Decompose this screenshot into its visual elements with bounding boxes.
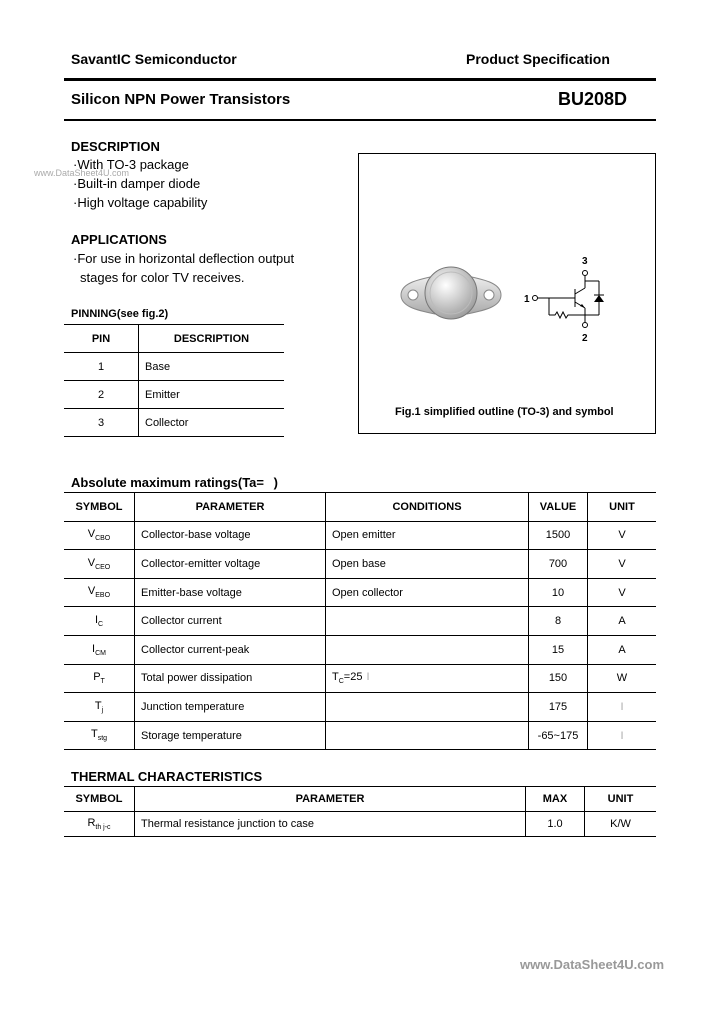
description-title: DESCRIPTION <box>71 139 160 154</box>
table-header-row <box>64 493 656 522</box>
column-header: VALUE <box>529 493 588 522</box>
max-cell: 1.0 <box>526 812 585 837</box>
footer-watermark: www.DataSheet4U.com <box>520 957 665 972</box>
pin-description: Collector <box>139 409 285 437</box>
column-header: CONDITIONS <box>326 493 529 522</box>
doc-type: Product Specification <box>466 51 610 67</box>
watermark-top: www.DataSheet4U.com <box>34 168 130 178</box>
table-row <box>64 381 284 409</box>
conditions-cell <box>326 693 529 722</box>
table-row <box>64 721 656 750</box>
table-row <box>64 409 284 437</box>
pin-number: 3 <box>64 409 139 437</box>
unit-cell: V <box>588 550 657 579</box>
column-header: DESCRIPTION <box>139 325 285 353</box>
table-row <box>64 635 656 664</box>
unit-cell: V <box>588 521 657 550</box>
parameter-cell: Collector-base voltage <box>135 521 326 550</box>
column-header: MAX <box>526 787 585 812</box>
parameter-cell: Junction temperature <box>135 693 326 722</box>
pin-3-label: 3 <box>582 256 588 267</box>
abs-max-title <box>71 475 278 490</box>
value-cell: 150 <box>529 664 588 693</box>
abs-max-title-end: ) <box>273 475 278 490</box>
table-row <box>64 693 656 722</box>
table-row <box>64 607 656 636</box>
description-item: ·High voltage capability <box>73 195 208 210</box>
symbol-cell: $I_C$ <box>64 607 135 636</box>
pinning-title: PINNING(see fig.2) <box>71 308 169 320</box>
figure-caption: Fig.1 simplified outline (TO-3) and symbol <box>395 406 614 418</box>
conditions-cell: Open base <box>326 550 529 579</box>
abs-max-title-text: Absolute maximum ratings(Ta= <box>71 475 264 490</box>
part-number: BU208D <box>558 89 628 109</box>
symbol-cell: $T_{stg}$ <box>64 721 135 750</box>
applications-line: stages for color TV receives. <box>80 270 245 285</box>
table-row <box>64 550 656 579</box>
company-name: SavantIC Semiconductor <box>71 51 237 67</box>
description-item: ·Built-in damper diode <box>73 176 201 191</box>
conditions-cell: $T_C=25$ I <box>326 664 529 693</box>
thermal-table <box>64 786 656 837</box>
symbol-cell: $P_T$ <box>64 664 135 693</box>
unit-cell: V <box>588 578 657 607</box>
description-item: ·With TO-3 package <box>73 157 189 172</box>
symbol-cell: $R_{th j-c}$ <box>64 812 135 837</box>
symbol-cell: $V_{EBO}$ <box>64 578 135 607</box>
value-cell: 15 <box>529 635 588 664</box>
pin-2-label: 2 <box>582 333 588 344</box>
conditions-cell <box>326 721 529 750</box>
header-rule-top <box>64 78 656 81</box>
unit-cell: K/W <box>585 812 657 837</box>
column-header: SYMBOL <box>64 787 135 812</box>
pin-description: Emitter <box>139 381 285 409</box>
value-cell: -65~175 <box>529 721 588 750</box>
value-cell: 10 <box>529 578 588 607</box>
transistor-symbol <box>519 252 641 347</box>
symbol-cell: $T_j$ <box>64 693 135 722</box>
unit-cell: W <box>588 664 657 693</box>
conditions-cell <box>326 635 529 664</box>
column-header: UNIT <box>585 787 657 812</box>
product-line: Silicon NPN Power Transistors <box>71 91 291 108</box>
pinning-table <box>64 324 284 437</box>
parameter-cell: Emitter-base voltage <box>135 578 326 607</box>
value-cell: 8 <box>529 607 588 636</box>
table-row <box>64 812 656 837</box>
to3-package-image <box>395 262 507 328</box>
value-cell: 700 <box>529 550 588 579</box>
parameter-cell: Total power dissipation <box>135 664 326 693</box>
thermal-title: THERMAL CHARACTERISTICS <box>71 769 263 784</box>
value-cell: 1500 <box>529 521 588 550</box>
unit-cell: I <box>588 693 657 722</box>
symbol-cell: $V_{CEO}$ <box>64 550 135 579</box>
pin-1-label: 1 <box>524 294 530 305</box>
column-header: PARAMETER <box>135 493 326 522</box>
parameter-cell: Collector current <box>135 607 326 636</box>
parameter-cell: Thermal resistance junction to case <box>135 812 526 837</box>
symbol-cell: $V_{CBO}$ <box>64 521 135 550</box>
column-header: PARAMETER <box>135 787 526 812</box>
column-header: SYMBOL <box>64 493 135 522</box>
parameter-cell: Storage temperature <box>135 721 326 750</box>
table-header-row <box>64 325 284 353</box>
abs-max-table <box>64 492 656 750</box>
unit-cell: A <box>588 607 657 636</box>
conditions-cell: Open collector <box>326 578 529 607</box>
table-row <box>64 578 656 607</box>
applications-title: APPLICATIONS <box>71 232 167 247</box>
table-row <box>64 664 656 693</box>
pin-description: Base <box>139 353 285 381</box>
unit-cell: I <box>588 721 657 750</box>
parameter-cell: Collector-emitter voltage <box>135 550 326 579</box>
table-header-row <box>64 787 656 812</box>
header-rule-bottom <box>64 119 656 121</box>
table-row <box>64 353 284 381</box>
parameter-cell: Collector current-peak <box>135 635 326 664</box>
unit-cell: A <box>588 635 657 664</box>
figure-box <box>358 153 656 434</box>
column-header: PIN <box>64 325 139 353</box>
pin-number: 2 <box>64 381 139 409</box>
pin-number: 1 <box>64 353 139 381</box>
conditions-cell: Open emitter <box>326 521 529 550</box>
applications-line: ·For use in horizontal deflection output <box>73 251 295 266</box>
conditions-cell <box>326 607 529 636</box>
symbol-cell: $I_{CM}$ <box>64 635 135 664</box>
column-header: UNIT <box>588 493 657 522</box>
value-cell: 175 <box>529 693 588 722</box>
table-row <box>64 521 656 550</box>
